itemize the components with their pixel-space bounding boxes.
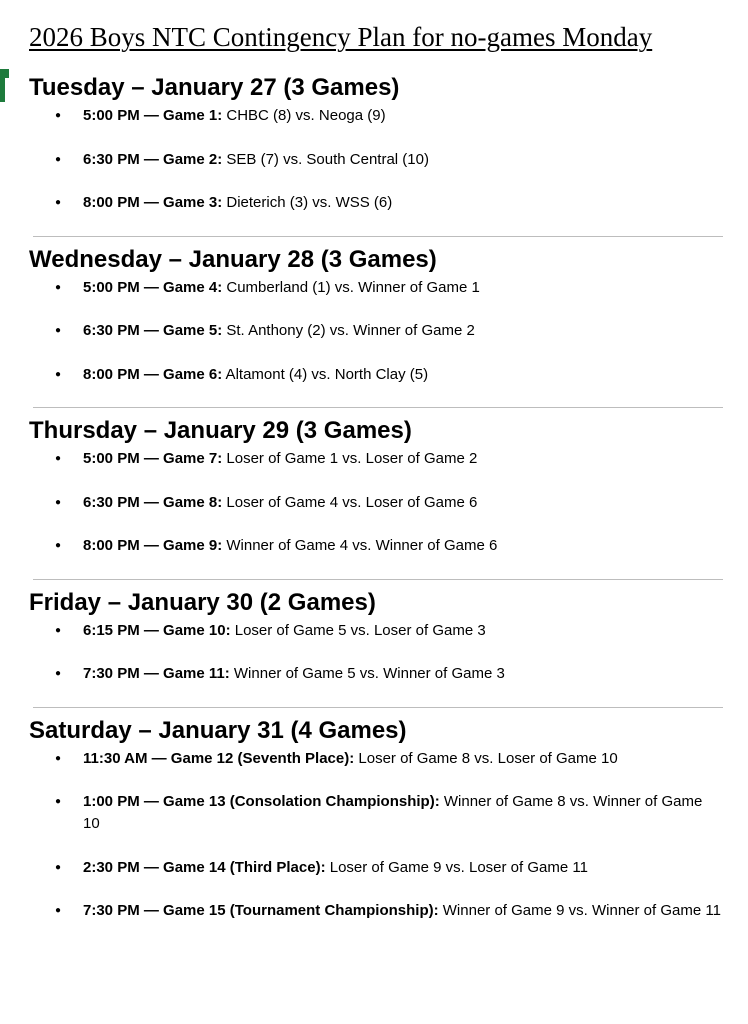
game-matchup: Winner of Game 4 vs. Winner of Game 6: [222, 537, 498, 554]
game-matchup: St. Anthony (2) vs. Winner of Game 2: [222, 322, 475, 339]
day-heading: Tuesday – January 27 (3 Games): [29, 74, 400, 101]
game-item: [83, 663, 723, 685]
game-matchup: Loser of Game 5 vs. Loser of Game 3: [230, 621, 486, 639]
game-matchup: CHBC (8) vs. Neoga (9): [222, 107, 386, 124]
game-time-label: 8:00 PM — Game 6:: [83, 365, 223, 383]
game-time-label: 5:00 PM — Game 7:: [83, 450, 223, 467]
game-item: [83, 857, 723, 879]
day-section: [0, 73, 748, 214]
section-divider: [33, 236, 723, 237]
game-item: [83, 900, 723, 922]
day-heading: Saturday – January 31 (4 Games): [29, 716, 407, 744]
game-matchup: Altamont (4) vs. North Clay (5): [222, 365, 429, 383]
day-heading: Thursday – January 29 (3 Games): [29, 417, 412, 444]
day-section: [0, 245, 748, 386]
game-matchup: Cumberland (1) vs. Winner of Game 1: [222, 278, 480, 296]
game-time-label: 2:30 PM — Game 14 (Third Place):: [83, 858, 326, 876]
game-matchup: Dieterich (3) vs. WSS (6): [222, 194, 393, 211]
game-item: [83, 791, 723, 835]
game-time-label: 5:00 PM — Game 1:: [83, 107, 223, 124]
game-item: [83, 748, 723, 770]
day-heading: Wednesday – January 28 (3 Games): [29, 245, 437, 273]
game-matchup: Loser of Game 9 vs. Loser of Game 11: [325, 858, 588, 876]
game-time-label: 8:00 PM — Game 9:: [83, 537, 223, 554]
game-item: [83, 320, 723, 342]
game-time-label: 8:00 PM — Game 3:: [83, 194, 223, 211]
section-divider: [33, 407, 723, 408]
day-section: [0, 588, 748, 686]
game-item: [83, 535, 723, 557]
day-section: [0, 416, 748, 557]
game-item: [83, 192, 723, 214]
game-list: [0, 620, 748, 686]
game-time-label: 6:15 PM — Game 10:: [83, 621, 231, 639]
game-list: [0, 748, 748, 923]
game-matchup: Winner of Game 5 vs. Winner of Game 3: [229, 665, 505, 682]
day-section: [0, 716, 748, 923]
game-time-label: 6:30 PM — Game 8:: [83, 493, 223, 511]
game-item: [83, 620, 723, 642]
game-time-label: 11:30 AM — Game 12 (Seventh Place):: [83, 749, 355, 767]
game-time-label: 5:00 PM — Game 4:: [83, 278, 223, 296]
game-time-label: 7:30 PM — Game 11:: [83, 665, 230, 682]
document-title: 2026 Boys NTC Contingency Plan for no-games Monday: [29, 22, 653, 52]
day-heading: Friday – January 30 (2 Games): [29, 588, 376, 616]
game-item: [83, 364, 723, 386]
text-cursor-icon: [0, 69, 8, 102]
game-item: [83, 105, 723, 127]
game-time-label: 6:30 PM — Game 5:: [83, 322, 223, 339]
game-item: [83, 492, 723, 514]
game-list: [0, 277, 748, 386]
game-matchup: Winner of Game 9 vs. Winner of Game 11: [438, 902, 721, 919]
game-item: [83, 149, 723, 171]
game-item: [83, 277, 723, 299]
game-item: [83, 448, 723, 470]
game-matchup: Loser of Game 1 vs. Loser of Game 2: [222, 450, 478, 467]
game-time-label: 7:30 PM — Game 15 (Tournament Championship):: [83, 902, 439, 919]
game-time-label: 1:00 PM — Game 13 (Consolation Championship):: [83, 793, 440, 810]
game-matchup: SEB (7) vs. South Central (10): [222, 150, 429, 168]
section-divider: [33, 579, 723, 580]
game-matchup: Loser of Game 8 vs. Loser of Game 10: [354, 749, 618, 767]
game-list: [0, 105, 748, 214]
game-matchup: Loser of Game 4 vs. Loser of Game 6: [222, 493, 478, 511]
section-divider: [33, 707, 723, 708]
game-time-label: 6:30 PM — Game 2:: [83, 150, 223, 168]
game-matchup: Winner of Game 8 vs. Winner of Game 10: [83, 793, 703, 832]
game-list: [0, 448, 748, 557]
document-body: [0, 73, 748, 944]
